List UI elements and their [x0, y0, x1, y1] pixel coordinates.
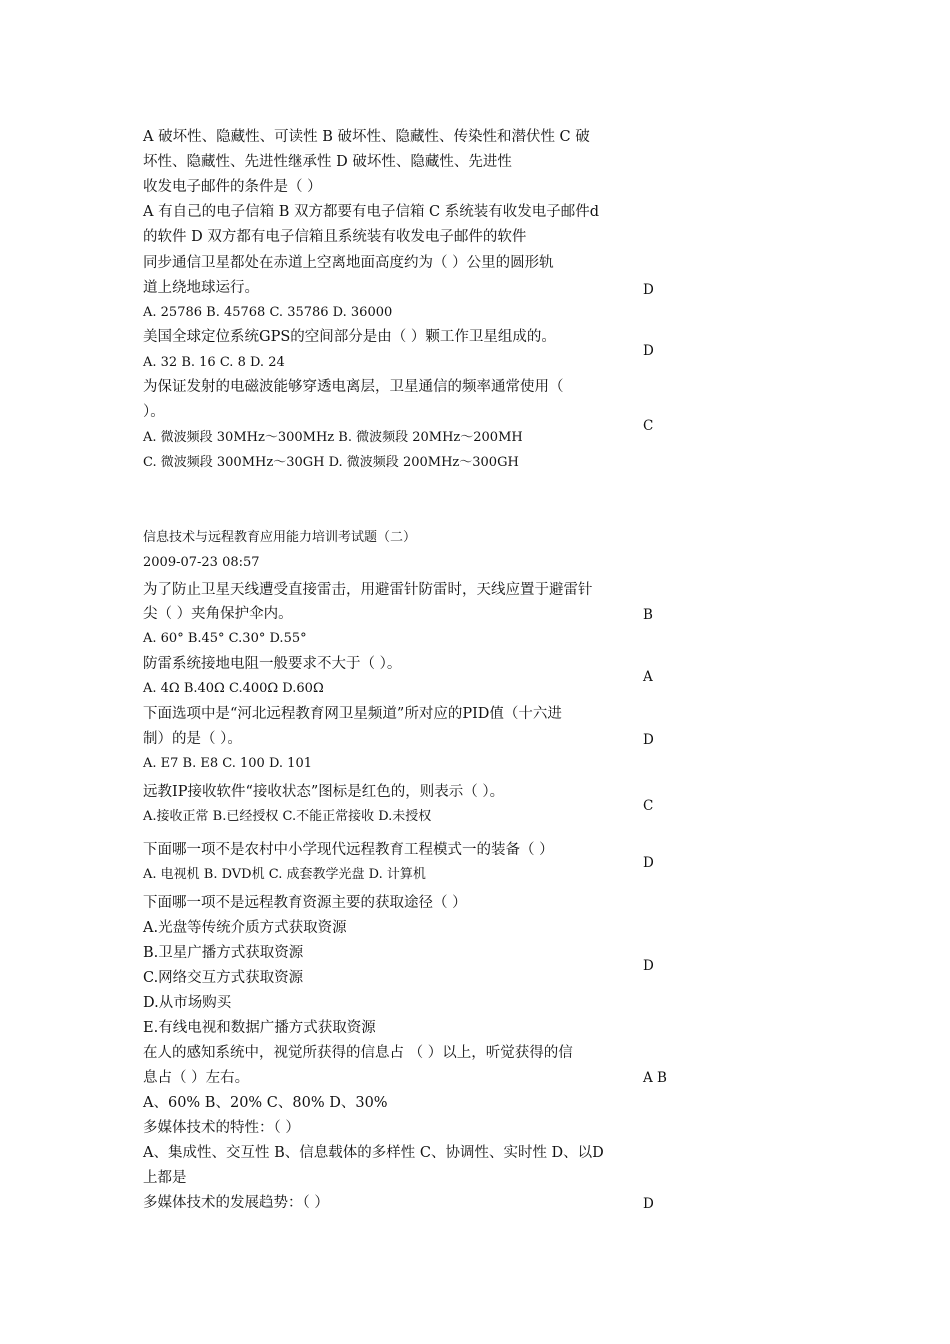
answer-key: D: [643, 855, 654, 871]
option-line: E.有线电视和数据广播方式获取资源: [143, 1020, 376, 1036]
text-line: 道上绕地球运行。: [143, 280, 259, 296]
answer-key: A B: [643, 1070, 667, 1086]
text-line: 收发电子邮件的条件是（ ）: [143, 179, 322, 195]
text-line: 下面哪一项不是远程教育资源主要的获取途径（ ）: [143, 895, 467, 911]
text-line: 在人的感知系统中，视觉所获得的信息占 （ ）以上，听觉获得的信: [143, 1045, 573, 1061]
text-line: 防雷系统接地电阻一般要求不大于（ ）。: [143, 656, 402, 672]
text-line: 远教IP接收软件“接收状态”图标是红色的，则表示（ ）。: [143, 784, 505, 800]
text-line: 为保证发射的电磁波能够穿透电离层，卫星通信的频率通常使用（: [143, 379, 564, 395]
answer-key: D: [643, 732, 654, 748]
text-line: ）。: [143, 404, 165, 420]
text-line: A 破坏性、隐藏性、可读性 B 破坏性、隐藏性、传染性和潜伏性 C 破: [143, 129, 590, 145]
option-line: A. 微波频段 30MHz～300MHz B. 微波频段 20MHz～200MH: [143, 430, 523, 445]
option-line: C.网络交互方式获取资源: [143, 970, 304, 986]
answer-key: B: [643, 607, 653, 623]
option-line: A. 25786 B. 45768 C. 35786 D. 36000: [143, 305, 393, 320]
option-line: A、60% B、20% C、80% D、30%: [143, 1095, 388, 1111]
answer-key: D: [643, 958, 654, 974]
text-line: 多媒体技术的发展趋势：（ ）: [143, 1195, 329, 1211]
option-line: A. 4Ω B.40Ω C.400Ω D.60Ω: [143, 681, 324, 696]
text-line: 多媒体技术的特性：（ ）: [143, 1120, 300, 1136]
answer-key: A: [643, 669, 653, 685]
text-line: 为了防止卫星天线遭受直接雷击，用避雷针防雷时，天线应置于避雷针: [143, 582, 593, 598]
option-line: A.光盘等传统介质方式获取资源: [143, 920, 347, 936]
text-line: 美国全球定位系统GPS的空间部分是由（ ）颗工作卫星组成的。: [143, 329, 556, 345]
option-line: A. E7 B. E8 C. 100 D. 101: [143, 756, 312, 771]
post-datetime: 2009-07-23 08:57: [143, 555, 260, 570]
text-line: 上都是: [143, 1170, 187, 1186]
answer-key: D: [643, 343, 654, 359]
text-line: 制）的是（ ）。: [143, 731, 242, 747]
text-line: 坏性、隐藏性、先进性继承性 D 破坏性、隐藏性、先进性: [143, 154, 512, 170]
text-line: A 有自己的电子信箱 B 双方都要有电子信箱 C 系统装有收发电子邮件d: [143, 204, 600, 220]
option-line: B.卫星广播方式获取资源: [143, 945, 304, 961]
option-line: A. 32 B. 16 C. 8 D. 24: [143, 355, 285, 370]
option-line: A. 电视机 B. DVD机 C. 成套教学光盘 D. 计算机: [143, 867, 426, 882]
text-line: A、集成性、交互性 B、信息载体的多样性 C、协调性、实时性 D、以D: [143, 1145, 604, 1161]
option-line: D.从市场购买: [143, 995, 232, 1011]
answer-key: D: [643, 282, 654, 298]
answer-key: D: [643, 1196, 654, 1212]
text-line: 息占（ ）左右。: [143, 1070, 250, 1086]
text-line: 下面哪一项不是农村中小学现代远程教育工程模式一的装备（ ）: [143, 842, 554, 858]
text-line: 下面选项中是“河北远程教育网卫星频道”所对应的PID值（十六进: [143, 706, 562, 722]
option-line: C. 微波频段 300MHz～30GH D. 微波频段 200MHz～300GH: [143, 455, 519, 470]
option-line: A.接收正常 B.已经授权 C.不能正常接收 D.未授权: [143, 809, 432, 824]
text-line: 同步通信卫星都处在赤道上空离地面高度约为（ ）公里的圆形轨: [143, 255, 554, 271]
text-line: 尖（ ）夹角保护伞内。: [143, 606, 293, 622]
option-line: A. 60° B.45° C.30° D.55°: [143, 631, 307, 646]
answer-key: C: [643, 418, 654, 434]
text-line: 的软件 D 双方都有电子信箱且系统装有收发电子邮件的软件: [143, 229, 527, 245]
answer-key: C: [643, 798, 654, 814]
section-title: 信息技术与远程教育应用能力培训考试题（二）: [143, 530, 417, 545]
